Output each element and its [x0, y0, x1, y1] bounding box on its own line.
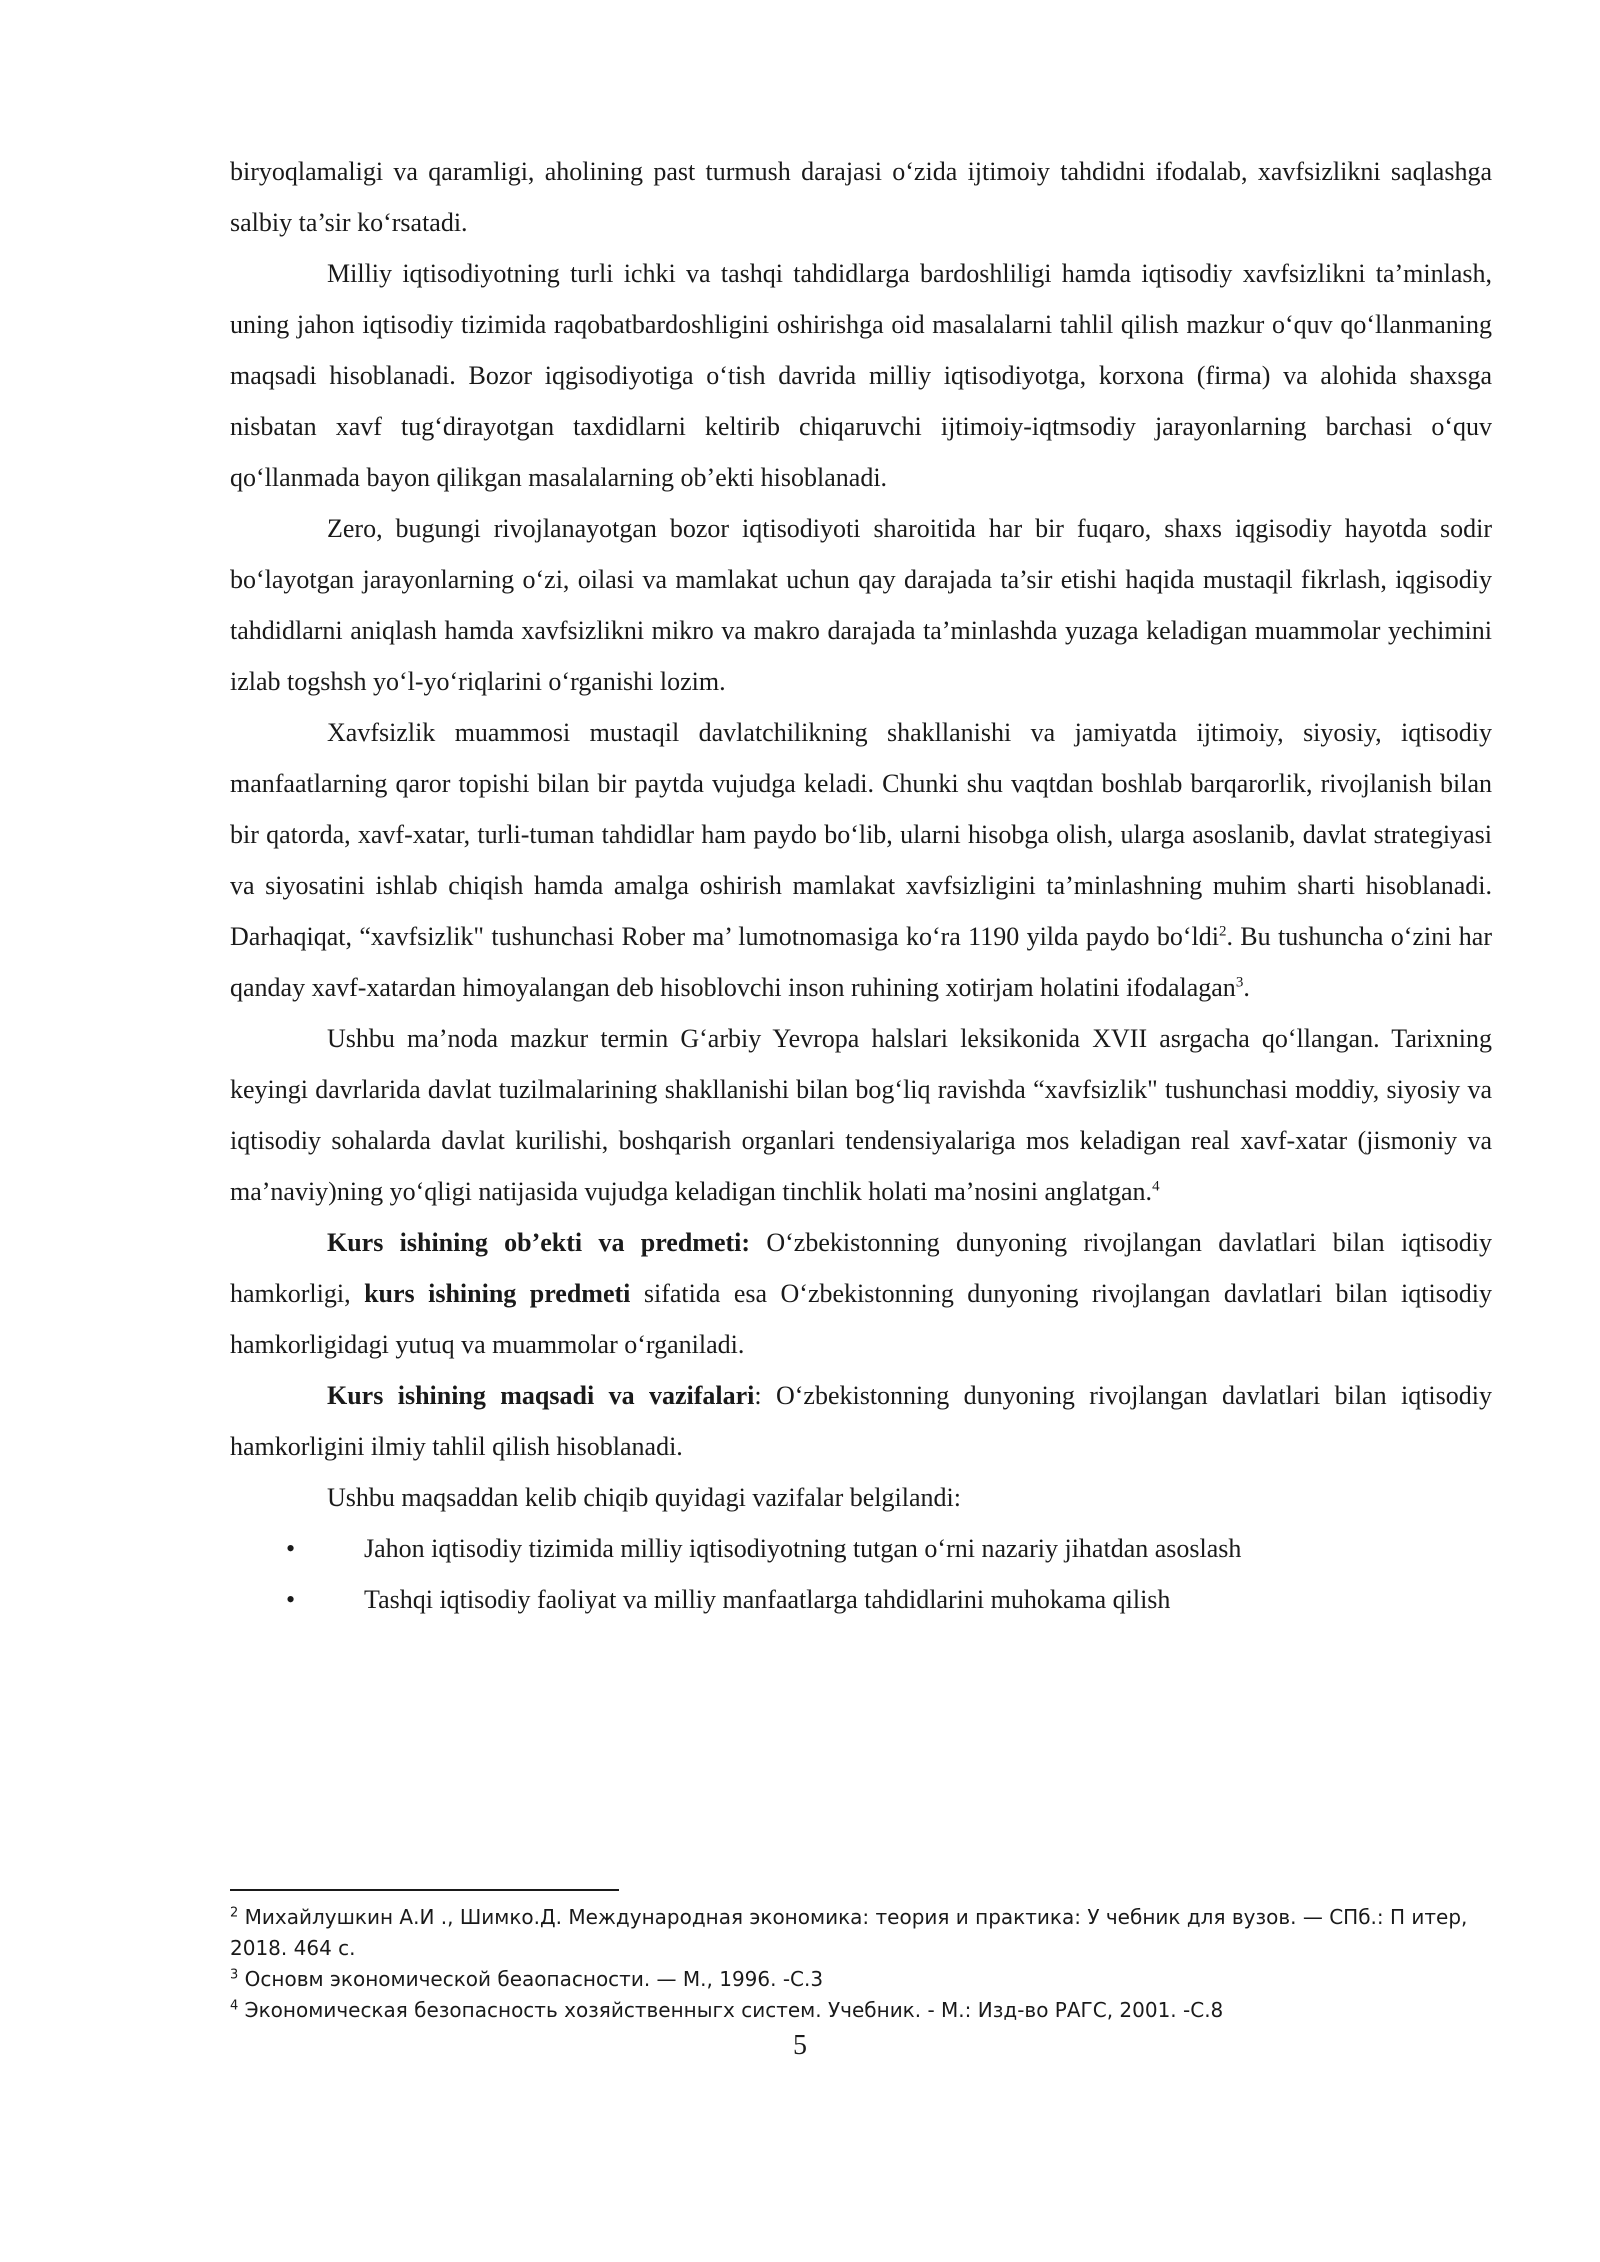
paragraph-7	[230, 1370, 1492, 1472]
paragraph-4-text-c: .	[1243, 973, 1250, 1002]
paragraph-3: Zero, bugungi rivojlanayotgan bozor iqtisodiyoti sharoitida har bir fuqaro, shaxs iqgisodiy hayotda sodir bo‘layotgan jarayonlarning o‘zi, oilasi va mamlakat uchun qay darajada ta’sir etishi haqida mustaqil fikrlash, iqgisodiy tahdidlarni aniqlash hamda xavfsizlikni mikro va makro darajada ta’minlashda yuzaga keladigan muammolar yechimini izlab togshsh yo‘l-yo‘riqlarini o‘rganishi lozim.	[230, 514, 1492, 696]
footnote-number: 3	[230, 1967, 239, 1983]
course-goal-heading: Kurs ishining maqsadi va vazifalari	[327, 1381, 755, 1410]
footnote-separator	[230, 1889, 619, 1891]
list-item	[230, 1523, 1492, 1574]
list-item	[230, 1574, 1492, 1625]
bullet-icon: •	[286, 1585, 296, 1614]
footnote-number: 2	[230, 1905, 239, 1921]
paragraph-4-text-a: Xavfsizlik muammosi mustaqil davlatchilikning shakllanishi va jamiyatda ijtimoiy, siyosiy, iqtisodiy manfaatlarning qaror topishi bilan bir paytda vujudga keladi. Chunki shu vaqtdan boshlab barqarorlik, rivojlanish bilan bir qatorda, xavf-xatar, turli-tuman tahdidlar ham paydo bo‘lib, ularni hisobga olish, ularga asoslanib, davlat strategiyasi va siyosatini ishlab chiqish hamda amalga oshirish mamlakat xavfsizligini ta’minlashning muhim sharti hisoblanadi. Darhaqiqat, “xavfsizlik" tushunchasi Rober ma’ lumotnomasiga ko‘ra 1190 yilda paydo bo‘ldi	[230, 718, 1492, 951]
footnote-ref-3: 3	[1235, 974, 1244, 991]
paragraph-4	[230, 707, 1492, 1013]
task-list	[230, 1523, 1492, 1625]
footnote-number: 4	[230, 1998, 239, 2014]
paragraph-1: biryoqlamaligi va qaramligi, aholining past turmush darajasi o‘zida ijtimoiy tahdidni ifodalab, xavfsizlikni saqlashga salbiy ta’sir ko‘rsatadi.	[230, 157, 1492, 237]
page-number: 5	[793, 2030, 807, 2061]
paragraph-6	[230, 1217, 1492, 1370]
paragraph-8: Ushbu maqsaddan kelib chiqib quyidagi vazifalar belgilandi:	[327, 1483, 961, 1512]
footnote-ref-4: 4	[1152, 1178, 1160, 1195]
paragraph-5-text: Ushbu ma’noda mazkur termin G‘arbiy Yevropa halslari leksikonida XVII asrgacha qo‘llangan. Tarixning keyingi davrlarida davlat tuzilmalarining shakllanishi bilan bog‘liq ravishda “xavfsizlik" tushunchasi moddiy, siyosiy va iqtisodiy sohalarda davlat kurilishi, boshqarish organlari tendensiyalariga mos keladigan real xavf-xatar (jismoniy va ma’naviy)ning yo‘qligi natijasida vujudga keladigan tinchlik holati ma’nosini anglatgan.	[230, 1024, 1492, 1206]
paragraph-6-text-a: O‘zbekistonning dunyoning rivojlangan davlatlari bilan iqtisodiy hamkorligi,	[230, 1228, 1493, 1308]
footnote-4	[230, 1995, 1492, 2026]
bullet-icon: •	[286, 1534, 296, 1563]
paragraph-7-text: : O‘zbekistonning dunyoning rivojlangan davlatlari bilan iqtisodiy hamkorligini ilmiy tahlil qilish hisoblanadi.	[230, 1381, 1492, 1461]
list-item-text: Jahon iqtisodiy tizimida milliy iqtisodiyotning tutgan o‘rni nazariy jihatdan asoslash	[364, 1534, 1242, 1563]
footnote-text: Экономическая безопасность хозяйственныгх систем. Учебник. - М.: Изд-во РАГС, 2001. -С.8	[238, 1998, 1224, 2022]
course-subject-heading: kurs ishining predmeti	[364, 1279, 631, 1308]
page-body	[230, 146, 1492, 1625]
paragraph-6-text-b: sifatida esa O‘zbekistonning dunyoning rivojlangan davlatlari bilan iqtisodiy hamkorligidagi yutuq va muammolar o‘rganiladi.	[230, 1279, 1493, 1359]
footnotes	[230, 1902, 1492, 2026]
footnote-ref-2: 2	[1218, 923, 1227, 940]
paragraph-5	[230, 1013, 1492, 1217]
course-object-heading: Kurs ishining ob’ekti va predmeti:	[327, 1228, 751, 1257]
footnote-text: Михайлушкин А.И ., Шимко.Д. Международная экономика: теория и практика: У чебник для вузов. — СПб.: П итер, 2018. 464 с.	[230, 1905, 1468, 1960]
list-item-text: Tashqi iqtisodiy faoliyat va milliy manfaatlarga tahdidlarini muhokama qilish	[364, 1585, 1171, 1614]
paragraph-4-text-b: . Bu tushuncha o‘zini har qanday xavf-xatardan himoyalangan deb hisoblovchi inson ruhining xotirjam holatini ifodalagan	[230, 922, 1492, 1002]
footnote-text: Основм экономической беаопасности. — М., 1996. -С.3	[238, 1967, 824, 1991]
footnote-2	[230, 1902, 1492, 1964]
paragraph-2: Milliy iqtisodiyotning turli ichki va tashqi tahdidlarga bardoshliligi hamda iqtisodiy xavfsizlikni ta’minlash, uning jahon iqtisodiy tizimida raqobatbardoshligini oshirishga oid masalalarni tahlil qilish mazkur o‘quv qo‘llanmaning maqsadi hisoblanadi. Bozor iqgisodiyotiga o‘tish davrida milliy iqtisodiyotga, korxona (firma) va alohida shaxsga nisbatan xavf tug‘dirayotgan taxdidlarni keltirib chiqaruvchi ijtimoiy-iqtmsodiy jarayonlarning barchasi o‘quv qo‘llanmada bayon qilikgan masalalarning ob’ekti hisoblanadi.	[230, 259, 1492, 492]
footnote-3	[230, 1964, 1492, 1995]
